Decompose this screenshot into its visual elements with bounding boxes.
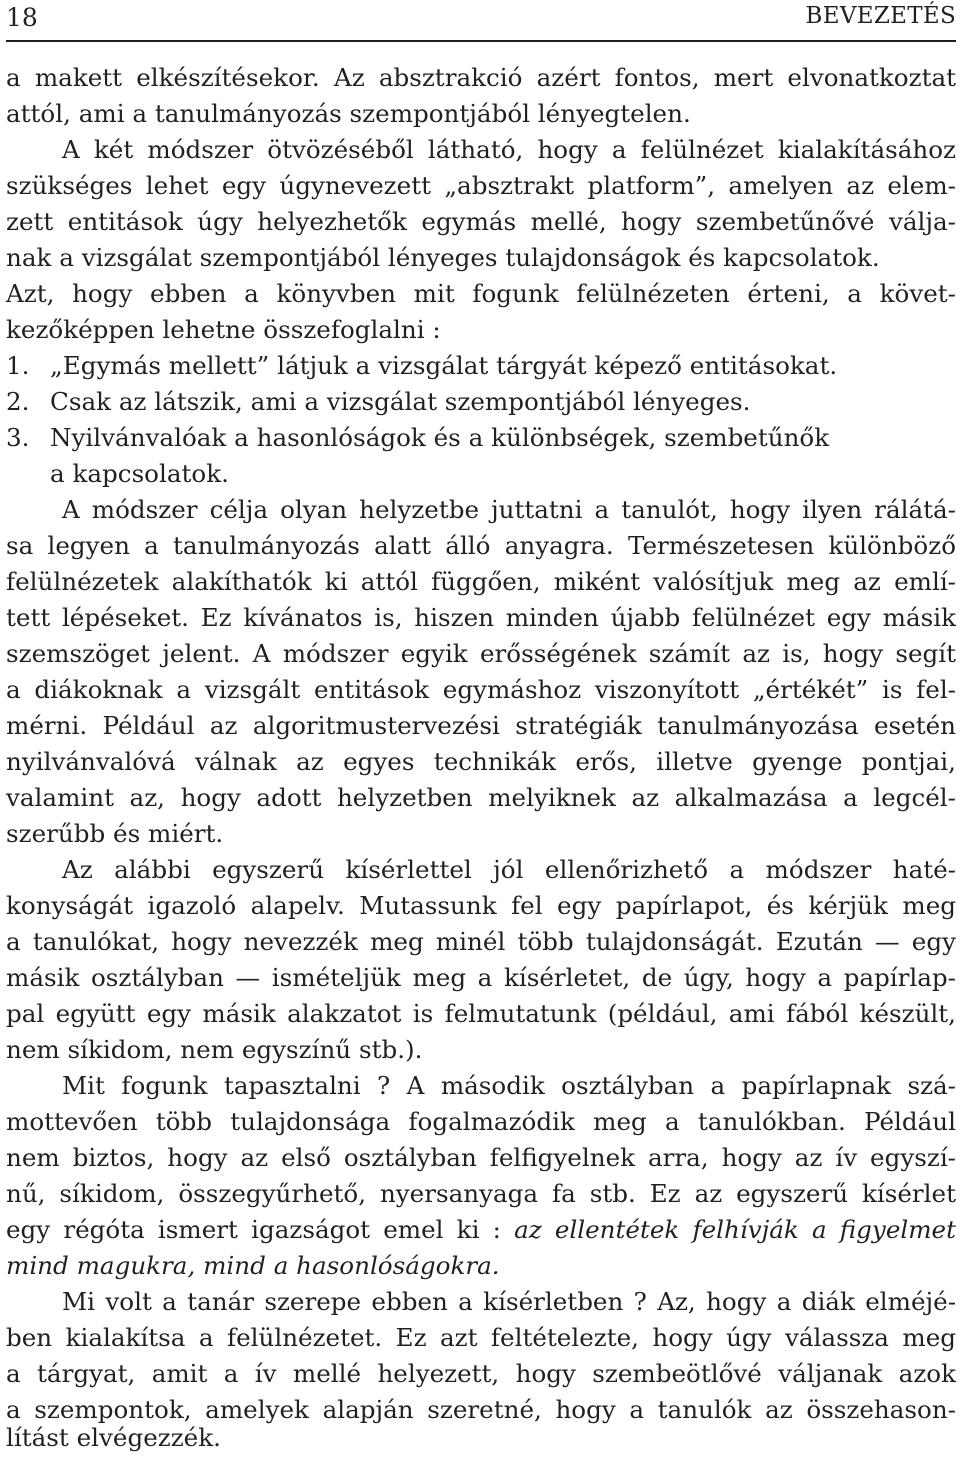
text-line: szerűbb és miért. bbox=[6, 819, 224, 848]
page-number: 18 bbox=[6, 3, 38, 32]
text-line: mottevően több tulajdonsága fogalmazódik meg a tanulókban. Például bbox=[6, 1107, 956, 1136]
text-line: a makett elkészítésekor. Az absztrakció azért fontos, mert elvonatkoztat bbox=[6, 63, 956, 92]
text-line: nű, síkidom, összegyűrhető, nyersanyaga fa stb. Ez az egyszerű kísérlet bbox=[6, 1179, 956, 1208]
text-line: A módszer célja olyan helyzetbe juttatni a tanulót, hogy ilyen rálátá- bbox=[62, 495, 956, 524]
text-line: Mi volt a tanár szerepe ebben a kísérletben ? Az, hogy a diák elméjé- bbox=[62, 1287, 956, 1316]
text-line: mérni. Például az algoritmustervezési stratégiák tanulmányozása esetén bbox=[6, 711, 956, 740]
list-item bbox=[6, 420, 956, 456]
text-line: lítást elvégezzék. bbox=[6, 1423, 221, 1452]
text-line: Az alábbi egyszerű kísérlettel jól ellenőrizhető a módszer haté- bbox=[62, 855, 956, 884]
text-line: attól, ami a tanulmányozás szempontjából lényegtelen. bbox=[6, 99, 691, 128]
text-line: a diákoknak a vizsgált entitások egymáshoz viszonyított „értékét” is fel- bbox=[6, 675, 956, 704]
text-line: kezőképpen lehetne összefoglalni : bbox=[6, 315, 441, 344]
text-line: szükséges lehet egy úgynevezett „absztrakt platform”, amelyen az elem- bbox=[6, 171, 956, 200]
text-line bbox=[6, 1212, 956, 1248]
text-line: konyságát igazoló alapelv. Mutassunk fel egy papírlapot, és kérjük meg bbox=[6, 891, 956, 920]
list-text: „Egymás mellett” látjuk a vizsgálat tárgyát képező entitásokat. bbox=[50, 351, 838, 380]
text-line: tett lépéseket. Ez kívánatos is, hiszen minden újabb felülnézet egy másik bbox=[6, 603, 956, 632]
text-line: ben kialakítsa a felülnézetet. Ez azt feltételezte, hogy úgy válassza meg bbox=[6, 1323, 956, 1352]
text-line: nem biztos, hogy az első osztályban felfigyelnek arra, hogy az ív egyszí- bbox=[6, 1143, 956, 1172]
text-line: a szempontok, amelyek alapján szeretné, hogy a tanulók az összehason- bbox=[6, 1395, 956, 1424]
text-line: Azt, hogy ebben a könyvben mit fogunk felülnézeten érteni, a követ- bbox=[6, 279, 956, 308]
text-line: a tárgyat, amit a ív mellé helyezett, hogy szembeötlővé váljanak azok bbox=[6, 1359, 956, 1388]
text-line: A két módszer ötvözéséből látható, hogy a felülnézet kialakításához bbox=[62, 135, 956, 164]
list-text: Nyilvánvalóak a hasonlóságok és a különbségek, szembetűnők bbox=[50, 423, 830, 452]
text-line: sa legyen a tanulmányozás alatt álló anyagra. Természetesen különböző bbox=[6, 531, 956, 560]
page-header bbox=[6, 0, 956, 42]
text-line: nyilvánvalóvá válnak az egyes technikák erős, illetve gyenge pontjai, bbox=[6, 747, 956, 776]
text-line: a tanulókat, hogy nevezzék meg minél több tulajdonságát. Ezután — egy bbox=[6, 927, 956, 956]
list-text: Csak az látszik, ami a vizsgálat szempontjából lényeges. bbox=[50, 387, 751, 416]
text-line: szemszöget jelent. A módszer egyik erősségének számít az is, hogy segít bbox=[6, 639, 956, 668]
text-line: pal együtt egy másik alakzatot is felmutatunk (például, ami fából készült, bbox=[6, 999, 956, 1028]
text-line: valamint az, hogy adott helyzetben melyiknek az alkalmazása a legcél- bbox=[6, 783, 956, 812]
list-number: 2. bbox=[6, 387, 30, 416]
emphasis-text: mind magukra, mind a hasonlóságokra. bbox=[6, 1251, 500, 1280]
emphasis-text: az ellentétek felhívják a figyelmet bbox=[514, 1215, 956, 1244]
text-line bbox=[6, 1248, 956, 1284]
list-number: 3. bbox=[6, 423, 30, 452]
list-number: 1. bbox=[6, 351, 30, 380]
text-line: nem síkidom, nem egyszínű stb.). bbox=[6, 1035, 423, 1064]
text-line: nak a vizsgálat szempontjából lényeges tulajdonságok és kapcsolatok. bbox=[6, 243, 880, 272]
running-head: BEVEZETÉS bbox=[805, 3, 956, 29]
text-span: egy régóta ismert igazságot emel ki : bbox=[6, 1215, 501, 1244]
list-item bbox=[6, 384, 956, 420]
text-line: Mit fogunk tapasztalni ? A második osztályban a papírlapnak szá- bbox=[62, 1071, 956, 1100]
text-line: másik osztályban — ismételjük meg a kísérletet, de úgy, hogy a papírlap- bbox=[6, 963, 956, 992]
list-item-continuation: a kapcsolatok. bbox=[50, 459, 229, 488]
text-line: felülnézetek alakíthatók ki attól függően, miként valósítjuk meg az emlí- bbox=[6, 567, 956, 596]
text-line: zett entitások úgy helyezhetők egymás mellé, hogy szembetűnővé válja- bbox=[6, 207, 956, 236]
list-item bbox=[6, 348, 956, 384]
